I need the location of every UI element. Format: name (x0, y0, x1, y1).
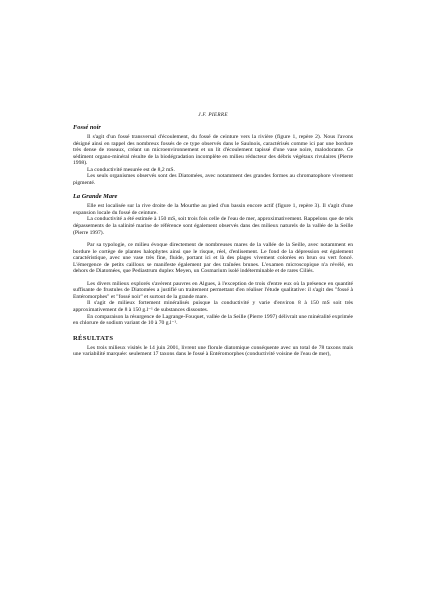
article-body (73, 112, 353, 358)
paragraph: Elle est localisée sur la rive droite de la Mourthe au pied d'un bassin encore actif (figure 1, repère 3). Il s'agit d'une expansion locale du fossé de ceinture. (73, 203, 353, 216)
section-title: Fossé noir (73, 124, 101, 131)
section-grande-mare (73, 193, 353, 326)
paragraph: En comparaison la résurgence de Lagrange-Fouquet, vallée de la Seille (Pierre 1997) délivrait une minéralité exprimée en chlorure de sodium variant de 10 à 70 g.l⁻¹. (73, 313, 353, 327)
paragraph: Par sa typologie, ce milieu évoque directement de nombreuses mares de la vallée de la Seille, avec notamment en bordure le cortège de plantes halophytes ainsi que le risque, réel, d'enlisement. Le fond de la dépression est également caractéristique, avec une vase très fine, fluide, portant ici et là des plages vivement colorées en brun ou vert foncé. L'émergence de petits cailloux se manifeste également par des traînées brunes. L'examen microscopique n'a révélé, en dehors de Diatomées, que Pediastrum duplex Meyen, un Cosmarium isolé indéterminable et de rares Ciliés. (73, 242, 353, 275)
paragraph: La conductivité a été estimée à 150 mS, soit trois fois celle de l'eau de mer, approximativement. Rappelons que de tels dépassements de la salinité marine de référence sont également observés dans des milieux naturels de la vallée de la Seille (Pierre 1997). (73, 216, 353, 236)
paragraph: Il s'agit d'un fossé transversal d'écoulement, du fossé de ceinture vers la rivière (figure 1, repère 2). Nous l'avons désigné ainsi en rappel des nombreux fossés de ce type observés dans le Saulnois, caractérisés comme ici par une bordure très dense de roseaux, créant un microenvironnement et un lit d'écoulement tapissé d'une vase noire, malodorante. Ce sédiment organo-minéral résulte de la biodégradation incomplète en milieu réducteur des débris végétaux rivulaires (Pierre 1998). (73, 134, 353, 167)
paragraph: Les trois milieux visités le 14 juin 2001, livrent une florule diatomique conséquente avec un total de 78 taxons mais une variabilité marquée: seulement 17 taxons dans le fossé à Entéromorphes (conductivité voisine de l'eau de mer), (73, 344, 353, 358)
paragraph: Il s'agit de milieux fortement minéralisés puisque la conductivité y varie d'environ 8 à 150 mS soit très approximativement de 8 à 150 g.l⁻¹ de substances dissoutes. (73, 300, 353, 314)
paragraph: Les divers milieux explorés s'avèrent pauvres en Algues, à l'exception de trois d'entre eux où la présence en quantité suffisante de frustules de Diatomées a justifié un traitement permettant d'en réaliser l'étude qualitative: il s'agit des "fossé à Entéromorphes" et "fossé noir" et surtout de la grande mare. (73, 280, 353, 300)
paragraph: Les seuls organismes observés sont des Diatomées, avec notamment des grandes formes au chromatophore vivement pigmenté. (73, 173, 353, 186)
section-title: La Grande Mare (73, 193, 118, 201)
paragraph: La conductivité mesurée est de 8,2 mS. (87, 166, 175, 173)
section-resultats (73, 335, 353, 358)
running-head: J.F. PIERRE (198, 112, 228, 118)
section-title: RÉSULTATS (73, 334, 114, 342)
section-fosse-noir (73, 124, 353, 186)
